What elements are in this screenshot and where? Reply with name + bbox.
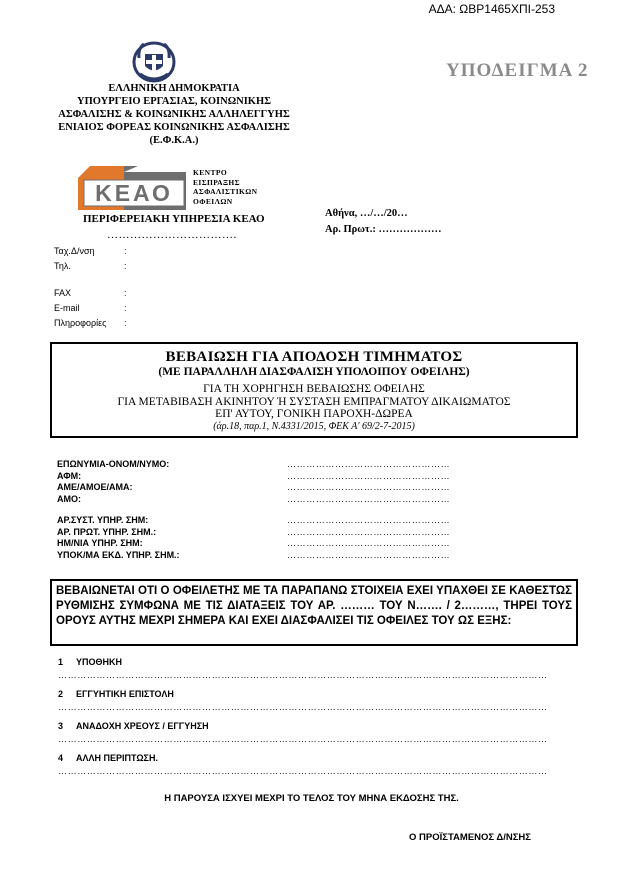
field-dots: …………………………………………… xyxy=(287,493,451,504)
field-row xyxy=(57,550,567,562)
field-row xyxy=(57,459,567,471)
purpose-lines xyxy=(52,383,576,421)
field-dots: …………………………………………… xyxy=(287,482,451,492)
field-dots: …………………………………………… xyxy=(287,526,451,537)
purpose-line: ΕΠ' ΑΥΤΟΥ, ΓΟΝΙΚΗ ΠΑΡΟΧΗ-ΔΩΡΕΑ xyxy=(215,408,413,420)
purpose-line: ΓΙΑ ΜΕΤΑΒΙΒΑΣΗ ΑΚΙΝΗΤΟΥ Ή ΣΥΣΤΑΣΗ ΕΜΠΡΑΓΜΑΤΟΥ ΔΙΚΑΙΩΜΑΤΟΣ xyxy=(117,395,511,408)
item-dots: ……………………………………………………………………………………………………………………………………… xyxy=(58,766,548,776)
contact-colon: : xyxy=(124,318,127,328)
field-label: ΥΠΟΚ/ΜΑ ΕΚΔ. ΥΠΗΡ. ΣΗΜ.: xyxy=(57,549,180,560)
field-label: ΑΦΜ: xyxy=(57,470,82,481)
document-subtitle: (ΜΕ ΠΑΡΑΛΛΗΛΗ ΔΙΑΣΦΑΛΙΣΗ ΥΠΟΛΟΙΠΟΥ ΟΦΕΙΛΗΣ) xyxy=(158,366,470,378)
item-label: ΑΝΑΔΟΧΗ ΧΡΕΟΥΣ / ΕΓΓΥΗΣΗ xyxy=(76,721,209,731)
item-number: 3 xyxy=(58,721,64,731)
item-dots: ……………………………………………………………………………………………………………………………………… xyxy=(58,670,548,680)
field-row xyxy=(57,494,567,506)
contact-row xyxy=(54,259,127,274)
logo-letters: ΚΕΑΟ xyxy=(95,180,173,206)
guarantee-item xyxy=(58,689,566,721)
field-label: ΕΠΩΝΥΜΙΑ-ΟΝΟΜ/ΝΥΜΟ: xyxy=(57,459,170,469)
logo-text-line: ΚΕΝΤΡΟ xyxy=(193,168,228,177)
item-label: ΕΓΓΥΗΤΙΚΗ ΕΠΙΣΤΟΛΗ xyxy=(76,689,174,699)
item-dots: ……………………………………………………………………………………………………………………………………… xyxy=(58,734,548,744)
item-number: 1 xyxy=(58,657,64,667)
item-dots: ……………………………………………………………………………………………………………………………………… xyxy=(58,702,548,712)
protocol-number: Αρ. Πρωτ.: ……………… xyxy=(325,224,442,235)
field-label: ΑΡ. ΠΡΩΤ. ΥΠΗΡ. ΣΗΜ.: xyxy=(57,526,157,537)
keao-logo xyxy=(76,166,188,210)
contact-colon: : xyxy=(124,303,127,313)
logo-text xyxy=(193,168,257,206)
guarantee-item xyxy=(58,753,566,785)
item-number: 2 xyxy=(58,689,64,699)
field-dots: …………………………………………… xyxy=(287,549,451,560)
regional-service-dots: ……………………………. xyxy=(107,229,237,241)
field-dots: …………………………………………… xyxy=(287,470,451,481)
document-title: ΒΕΒΑΙΩΣΗ ΓΙΑ ΑΠΟΔΟΣΗ ΤΙΜΗΜΑΤΟΣ xyxy=(165,349,463,365)
field-dots: …………………………………………… xyxy=(287,515,451,525)
field-label: ΑΜΟ: xyxy=(57,493,81,504)
contact-colon: : xyxy=(124,261,127,271)
certification-box: ΒΕΒΑΙΩΝΕΤΑΙ ΟΤΙ Ο ΟΦΕΙΛΕΤΗΣ ΜΕ ΤΑ ΠΑΡΑΠΑΝΩ ΣΤΟΙΧΕΙΑ ΕΧΕΙ ΥΠΑΧΘΕΙ ΣΕ ΚΑΘΕΣΤΩΣ ΡΥΘΜΙΣΗΣ ΣΥΜΦΩΝΑ ΜΕ ΤΙΣ ΔΙΑΤΑΞΕΙΣ ΤΟΥ ΑΡ. ……… ΤΟΥ Ν……. / 2………, ΤΗΡΕΙ ΤΟΥΣ ΟΡΟΥΣ ΑΥΤΗΣ ΜΕΧΡΙ ΣΗΜΕΡΑ ΚΑΙ ΕΧΕΙ ΔΙΑΣΦΑΛΙΣΕΙ ΤΙΣ ΟΦΕΙΛΕΣ ΤΟΥ ΩΣ ΕΞΗΣ: xyxy=(50,579,578,646)
logo-text-line: ΟΦΕΙΛΩΝ xyxy=(193,196,233,206)
gov-line: ΕΛΛΗΝΙΚΗ ΔΗΜΟΚΡΑΤΙΑ xyxy=(108,83,240,94)
logo-text-line: ΕΙΣΠΡΑΞΗΣ xyxy=(193,177,240,187)
greek-emblem-icon xyxy=(130,36,178,84)
gov-line: ΑΣΦΑΛΙΣΗΣ & ΚΟΙΝΩΝΙΚΗΣ ΑΛΛΗΛΕΓΓΥΗΣ xyxy=(58,109,290,120)
contact-label: Πληροφορίες xyxy=(54,318,107,328)
field-row xyxy=(57,471,567,483)
model-label: ΥΠΟΔΕΙΓΜΑ 2 xyxy=(446,60,589,81)
government-header xyxy=(40,82,308,147)
debtor-fields xyxy=(57,459,567,561)
item-number: 4 xyxy=(58,753,64,763)
guarantee-item xyxy=(58,657,566,689)
field-row xyxy=(57,538,567,550)
law-reference: (άρ.18, παρ.1, Ν.4331/2015, ΦΕΚ Α' 69/2-7-2015) xyxy=(213,420,415,432)
date-block xyxy=(325,206,442,238)
contact-row xyxy=(54,286,127,301)
contact-row xyxy=(54,301,127,316)
field-row xyxy=(57,482,567,494)
field-row xyxy=(57,515,567,527)
field-dots: …………………………………………… xyxy=(287,459,451,469)
item-label: ΑΛΛΗ ΠΕΡΙΠΤΩΣΗ. xyxy=(76,753,158,763)
contact-label: Τηλ. xyxy=(54,261,71,271)
purpose-line: ΓΙΑ ΤΗ ΧΟΡΗΓΗΣΗ ΒΕΒΑΙΩΣΗΣ ΟΦΕΙΛΗΣ xyxy=(203,383,425,395)
contact-row xyxy=(54,316,127,331)
item-label: ΥΠΟΘΗΚΗ xyxy=(76,657,123,667)
guarantee-item xyxy=(58,721,566,753)
contact-colon: : xyxy=(124,288,127,298)
gov-line: ΕΝΙΑΙΟΣ ΦΟΡΕΑΣ ΚΟΙΝΩΝΙΚΗΣ ΑΣΦΑΛΙΣΗΣ xyxy=(58,122,290,133)
gov-line: ΥΠΟΥΡΓΕΙΟ ΕΡΓΑΣΙΑΣ, ΚΟΙΝΩΝΙΚΗΣ xyxy=(77,96,271,107)
gov-line: (Ε.Φ.Κ.Α.) xyxy=(149,135,199,146)
logo-text-line: ΑΣΦΑΛΙΣΤΙΚΩΝ xyxy=(193,187,258,196)
field-row xyxy=(57,527,567,539)
contact-block xyxy=(54,244,127,331)
field-label: ΑΜΕ/ΑΜΟΕ/ΑΜΑ: xyxy=(57,482,133,492)
contact-colon: : xyxy=(124,246,127,256)
validity-statement: Η ΠΑΡΟΥΣΑ ΙΣΧΥΕΙ ΜΕΧΡΙ ΤΟ ΤΕΛΟΣ ΤΟΥ ΜΗΝΑ ΕΚΔΟΣΗΣ ΤΗΣ. xyxy=(164,793,459,804)
place-date: Αθήνα, …/…/20… xyxy=(325,208,408,219)
guarantee-items xyxy=(58,657,566,785)
contact-label: Ταχ.Δ/νση xyxy=(54,246,95,256)
contact-row xyxy=(54,244,127,259)
document-title-box xyxy=(50,342,578,438)
ada-code: ΑΔΑ: ΩΒΡ1465ΧΠΙ-253 xyxy=(428,2,555,16)
field-label: ΑΡ.ΣΥΣΤ. ΥΠΗΡ. ΣΗΜ: xyxy=(57,515,149,525)
regional-service-label: ΠΕΡΙΦΕΡΕΙΑΚΗ ΥΠΗΡΕΣΙΑ ΚΕΑΟ xyxy=(83,213,265,225)
field-label: ΗΜ/ΝΙΑ ΥΠΗΡ. ΣΗΜ: xyxy=(57,538,143,548)
signer-title: Ο ΠΡΟΪΣΤΑΜΕΝΟΣ Δ/ΝΣΗΣ xyxy=(409,832,531,843)
field-dots: …………………………………………… xyxy=(287,538,451,548)
contact-label: FAX xyxy=(54,288,72,298)
contact-label: E-mail xyxy=(54,303,80,313)
